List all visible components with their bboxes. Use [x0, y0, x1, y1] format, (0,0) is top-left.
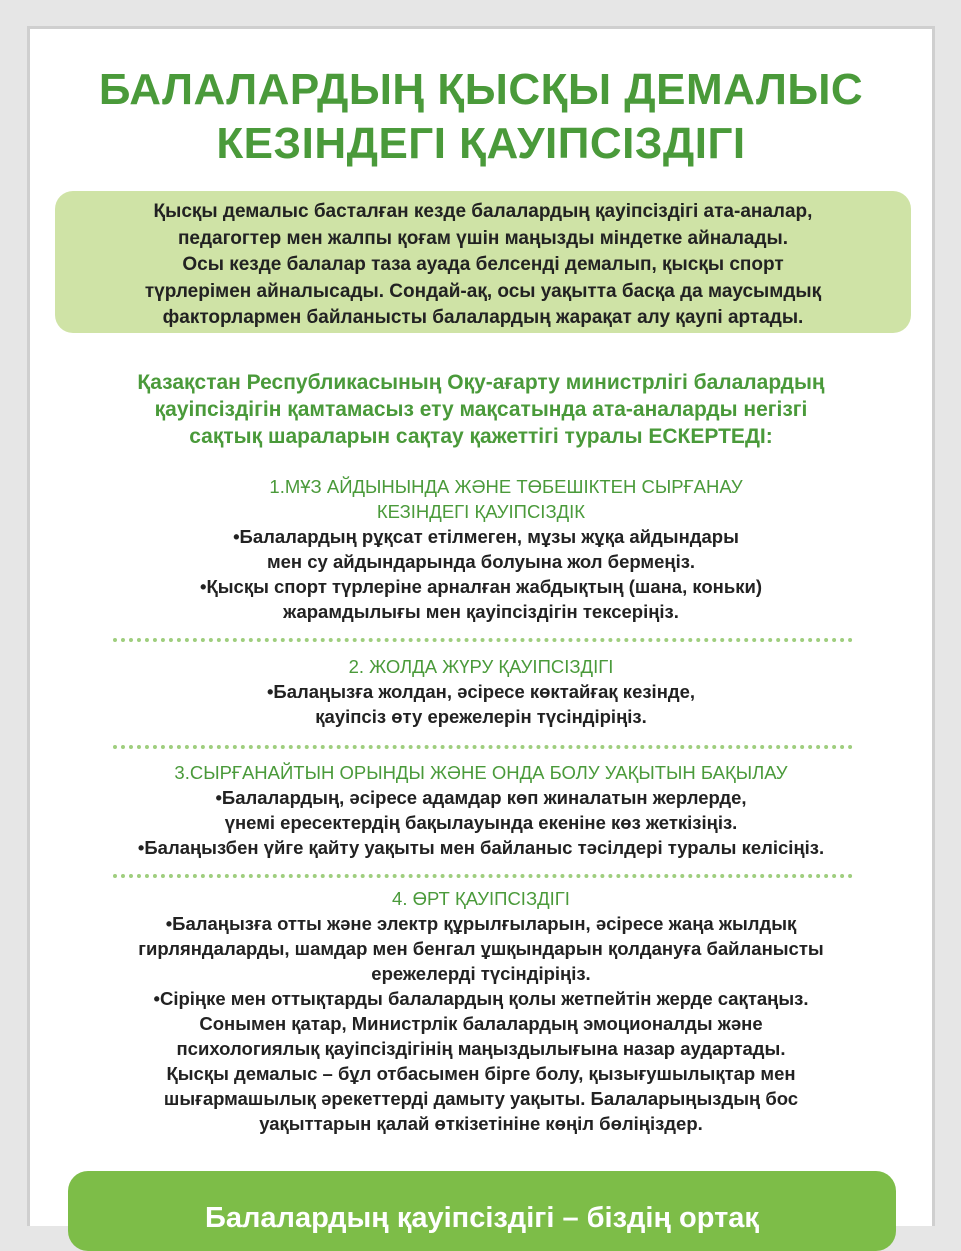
section-text: •Сіріңке мен оттықтарды балалардың қолы жетпейтін жерде сақтаңыз. [153, 988, 809, 1009]
section-text: уақыттарын қалай өткізетініне көңіл бөліңіздер. [259, 1113, 703, 1134]
section-text: үнемі ересектердің бақылауында екеніне көз жеткізіңіз. [224, 812, 738, 833]
intro-line: Қысқы демалыс басталған кезде балалардың қауіпсіздігі ата-аналар, [153, 201, 813, 222]
intro-line: педагогтер мен жалпы қоғам үшін маңызды міндетке айналады. [177, 227, 789, 249]
section-text: Сонымен қатар, Министрлік балалардың эмоционалды және [199, 1013, 763, 1034]
section-text: •Балалардың рұқсат етілмеген, мұзы жұқа айдындары [233, 526, 739, 547]
section-heading: 1.МҰЗ АЙДЫНЫНДА ЖӘНЕ ТӨБЕШІКТЕН СЫРҒАНАУ [269, 476, 743, 497]
section-text: жарамдылығы мен қауіпсіздігін тексеріңіз. [283, 601, 679, 622]
section-text: гирляндаларды, шамдар мен бенгал ұшқындарын қолдануға байланысты [138, 938, 824, 959]
dotted-divider [113, 638, 853, 642]
intro-box [55, 191, 911, 333]
ministry-warning [30, 369, 932, 450]
section-text: мен су айдындарында болуына жол бермеңіз. [266, 551, 696, 572]
section-text: •Балаңызбен үйге қайту уақыты мен байланыс тәсілдері туралы келісіңіз. [137, 837, 825, 858]
section-heading: 4. ӨРТ ҚАУІПСІЗДІГІ [392, 888, 570, 909]
section-text: Қысқы демалыс – бұл отбасымен бірге болу, қызығушылықтар мен [166, 1063, 796, 1084]
section-ice-safety [30, 474, 932, 624]
section-text: ережелерді түсіндіріңіз. [371, 963, 591, 984]
warning-line: Қазақстан Республикасының Оқу-ағарту министрлігі балалардың [137, 371, 825, 394]
section-sledding-supervision [30, 760, 932, 860]
section-text: қауіпсіз өту ережелерін түсіндіріңіз. [315, 706, 647, 727]
warning-line: сақтық шараларын сақтау қажеттігі туралы ЕСКЕРТЕДІ: [189, 425, 773, 448]
warning-line: қауіпсіздігін қамтамасыз ету мақсатында ата-аналарды негізгі [154, 398, 808, 421]
section-text: •Балалардың, әсіресе адамдар көп жиналатын жерлерде, [215, 787, 747, 808]
dotted-divider [113, 745, 853, 749]
section-fire-safety [30, 886, 932, 1136]
intro-line: Осы кезде балалар таза ауада белсенді демалып, қысқы спорт [182, 254, 784, 275]
section-heading: 2. ЖОЛДА ЖҮРУ ҚАУІПСІЗДІГІ [348, 656, 614, 677]
section-heading: КЕЗІНДЕГІ ҚАУІПСІЗДІК [376, 501, 586, 522]
dotted-divider [113, 874, 853, 878]
title-line-1: БАЛАЛАРДЫҢ ҚЫСҚЫ ДЕМАЛЫС [98, 65, 864, 114]
footer-banner: Балалардың қауіпсіздігі – біздің ортақ [68, 1171, 896, 1251]
section-text: психологиялық қауіпсіздігінің маңыздылығына назар аудартады. [176, 1038, 786, 1059]
poster-sheet [27, 26, 935, 1234]
section-text: •Қысқы спорт түрлеріне арналған жабдықтың (шана, коньки) [199, 576, 763, 597]
intro-line: түрлерімен айналысады. Сондай-ақ, осы уақытта басқа да маусымдық [144, 280, 822, 302]
page-title [30, 63, 932, 171]
section-heading: 3.СЫРҒАНАЙТЫН ОРЫНДЫ ЖӘНЕ ОНДА БОЛУ УАҚЫТЫН БАҚЫЛАУ [174, 762, 788, 783]
section-text: шығармашылық әрекеттерді дамыту уақыты. Балаларыңыздың бос [163, 1088, 799, 1109]
section-text: •Балаңызға жолдан, әсіресе көктайғақ кезінде, [266, 681, 696, 702]
intro-line: факторлармен байланысты балалардың жарақат алу қаупі артады. [162, 307, 804, 328]
title-line-2: КЕЗІНДЕГІ ҚАУІПСІЗДІГІ [216, 119, 746, 168]
section-road-safety [30, 654, 932, 729]
section-text: •Балаңызға отты және электр құрылғыларын, әсіресе жаңа жылдық [165, 913, 797, 934]
